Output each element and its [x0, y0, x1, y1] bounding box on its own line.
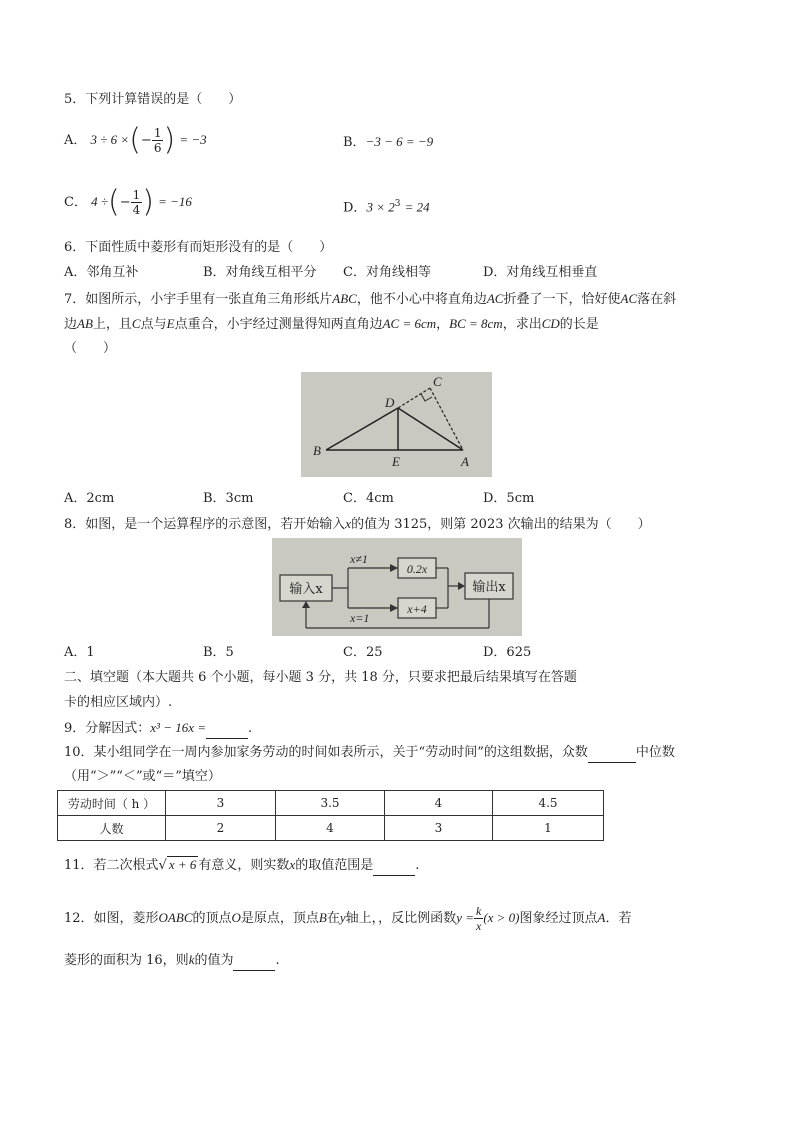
q11: 11．若二次根式√ x + 6 有意义，则实数x的取值范围是 .	[64, 855, 419, 876]
q7-option-b[interactable]: B．3cm	[203, 491, 254, 506]
q12-line2: 菱形的面积为 16，则k的值为 .	[64, 950, 280, 971]
table-row: 劳动时间（ h ） 3 3.5 4 4.5	[58, 791, 604, 816]
q8-option-c[interactable]: C．25	[343, 645, 383, 660]
answer-blank[interactable]	[373, 861, 415, 876]
label-C: C	[433, 374, 442, 389]
triangle-fold-figure	[301, 372, 492, 477]
q6-stem: 6．下面性质中菱形有而矩形没有的是（ ）	[64, 240, 333, 255]
section2-heading-line1: 二、填空题（本大题共 6 个小题，每小题 3 分，共 18 分，只要求把最后结果填写在答题	[64, 670, 577, 685]
q5-option-b[interactable]: B．−3 − 6 = −9	[343, 134, 434, 150]
labor-time-table	[57, 790, 604, 841]
q6-option-d[interactable]: D．对角线互相垂直	[483, 265, 598, 280]
fraction: $\frac{1}{4}$	[132, 188, 141, 217]
q7-option-d[interactable]: D．5cm	[483, 491, 535, 506]
q5-stem: 5．下列计算错误的是（ ）	[64, 92, 242, 107]
q5-option-d[interactable]: D．$3 \times 2^3 = 24$	[343, 199, 430, 216]
answer-blank[interactable]	[588, 748, 636, 763]
q12-line1: 12．如图，菱形OABC的顶点O是原点，顶点B在y轴上，，反比例函数y = $\frac{k}{x}$ (x > 0)图象经过顶点A．若	[64, 904, 632, 933]
svg-text:0.2x: 0.2x	[406, 562, 428, 576]
q8-option-a[interactable]: A．1	[64, 645, 95, 660]
label-E: E	[392, 454, 400, 469]
q8-option-d[interactable]: D．625	[483, 645, 532, 660]
q7-option-a[interactable]: A．2cm	[64, 491, 115, 506]
flowchart-diagram	[272, 538, 522, 636]
q6-option-a[interactable]: A．邻角互补	[64, 265, 139, 280]
input-label: 输入x	[289, 582, 323, 597]
q8-option-b[interactable]: B．5	[203, 645, 234, 660]
answer-blank[interactable]	[233, 956, 275, 971]
q5-option-c[interactable]: C． 4 ÷(− $\frac{1}{4}$ ) = −16	[64, 184, 192, 220]
answer-blank[interactable]	[206, 724, 248, 739]
q6-option-b[interactable]: B．对角线互相平分	[203, 265, 317, 280]
condition-equal: x=1	[350, 611, 370, 625]
svg-text:x+4: x+4	[407, 602, 427, 616]
triangle-diagram	[301, 372, 492, 477]
q6-option-c[interactable]: C．对角线相等	[343, 265, 431, 280]
label-D: D	[385, 395, 395, 410]
fraction: $\frac{k}{x}$	[475, 904, 482, 933]
q7-line1: 7．如图所示，小宇手里有一张直角三角形纸片ABC，他不小心中将直角边AC折叠了一下，恰好使AC落在斜	[64, 291, 677, 307]
output-label: 输出x	[472, 580, 506, 595]
q10-line1: 10．某小组同学在一周内参加家务劳动的时间如表所示，关于“劳动时间”的这组数据，众数 中位数	[64, 743, 675, 763]
q10-line2: （用“＞”“＜”或“＝”填空）	[64, 769, 221, 784]
flowchart-figure	[272, 538, 522, 636]
q7-line2: 边AB上，且C点与E点重合，小宇经过测量得知两直角边AC = 6cm，BC = 8cm，求出CD的长是	[64, 316, 599, 332]
table-row: 人数 2 4 3 1	[58, 816, 604, 841]
q8-stem: 8．如图，是一个运算程序的示意图，若开始输入x的值为 3125，则第 2023 次输出的结果为（ ）	[64, 516, 651, 532]
q5-option-a[interactable]: A． 3 ÷ 6 ×(− $\frac{1}{6}$ ) = −3	[64, 122, 207, 158]
q7-option-c[interactable]: C．4cm	[343, 491, 394, 506]
label-A: A	[461, 454, 469, 469]
fraction: $\frac{1}{6}$	[153, 126, 162, 155]
label-B: B	[313, 443, 321, 458]
condition-not-equal: x≠1	[350, 552, 368, 566]
q7-line3: （ ）	[64, 341, 117, 356]
section2-heading-line2: 卡的相应区域内）.	[64, 695, 173, 710]
q9: 9．分解因式：x³ − 16x = .	[64, 718, 252, 739]
